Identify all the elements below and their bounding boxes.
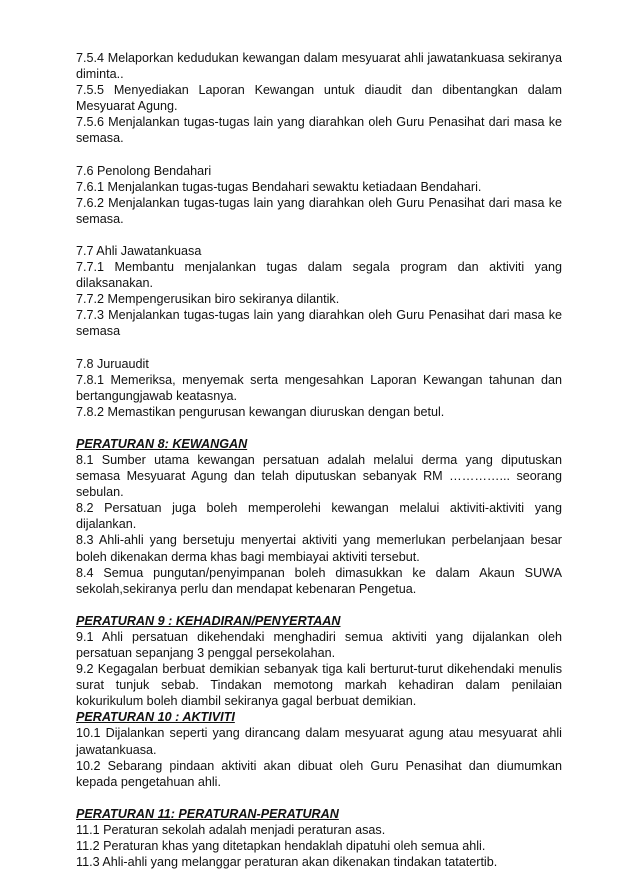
paragraph: 7.8 Juruaudit (76, 356, 149, 371)
section-heading: PERATURAN 8: KEWANGAN (76, 436, 248, 451)
paragraph: 7.6.2 Menjalankan tugas-tugas lain yang diarahkan oleh Guru Penasihat dari masa ke semasa. (76, 195, 562, 226)
paragraph: 7.7.1 Membantu menjalankan tugas dalam segala program dan aktiviti yang dilaksanakan. (76, 260, 562, 291)
paragraph: 7.6.1 Menjalankan tugas-tugas Bendahari sewaktu ketiadaan Bendahari. (76, 179, 482, 194)
paragraph-gap (76, 790, 562, 806)
paragraph: 7.7 Ahli Jawatankuasa (76, 243, 202, 258)
paragraph: 7.8.2 Memastikan pengurusan kewangan diuruskan dengan betul. (76, 404, 445, 419)
paragraph: 7.8.1 Memeriksa, menyemak serta mengesahkan Laporan Kewangan tahunan dan bertangungjawab keatasnya. (76, 372, 562, 403)
section-heading: PERATURAN 11: PERATURAN-PERATURAN (76, 806, 339, 821)
paragraph: 7.5.5 Menyediakan Laporan Kewangan untuk diaudit dan dibentangkan dalam Mesyuarat Agung. (76, 83, 562, 114)
document-page (76, 50, 562, 870)
paragraph: 10.1 Dijalankan seperti yang dirancang dalam mesyuarat agung atau mesyuarat ahli jawatankuasa. (76, 726, 562, 757)
paragraph: 11.1 Peraturan sekolah adalah menjadi peraturan asas. (76, 822, 386, 837)
section-heading: PERATURAN 9 : KEHADIRAN/PENYERTAAN (76, 613, 341, 628)
paragraph: 7.6 Penolong Bendahari (76, 163, 212, 178)
paragraph-gap (76, 147, 562, 163)
paragraph-gap (76, 597, 562, 613)
section-heading: PERATURAN 10 : AKTIVITI (76, 710, 235, 725)
paragraph: 9.2 Kegagalan berbuat demikian sebanyak tiga kali berturut-turut dikehendaki menulis surat tunjuk sebab. Tindakan memotong markah kehadiran dalam penilaian kokurikulum boleh diambil sekiranya gagal berbuat demikian. (76, 662, 562, 709)
paragraph: 8.3 Ahli-ahli yang bersetuju menyertai aktiviti yang memerlukan perbelanjaan besar boleh dikenakan derma khas bagi membiayai aktiviti tersebut. (76, 533, 562, 564)
paragraph: 7.5.4 Melaporkan kedudukan kewangan dalam mesyuarat ahli jawatankuasa sekiranya diminta.. (76, 51, 562, 82)
paragraph: 7.7.3 Menjalankan tugas-tugas lain yang diarahkan oleh Guru Penasihat dari masa ke semasa (76, 308, 562, 339)
paragraph: 7.5.6 Menjalankan tugas-tugas lain yang diarahkan oleh Guru Penasihat dari masa ke semasa. (76, 115, 562, 146)
paragraph: 7.7.2 Mempengerusikan biro sekiranya dilantik. (76, 292, 340, 307)
paragraph: 10.2 Sebarang pindaan aktiviti akan dibuat oleh Guru Penasihat dan diumumkan kepada pengetahuan ahli. (76, 758, 562, 789)
paragraph: 8.2 Persatuan juga boleh memperolehi kewangan melalui aktiviti-aktiviti yang dijalankan. (76, 501, 562, 532)
paragraph-gap (76, 227, 562, 243)
paragraph-gap (76, 340, 562, 356)
paragraph: 11.2 Peraturan khas yang ditetapkan hendaklah dipatuhi oleh semua ahli. (76, 839, 486, 854)
paragraph-gap (76, 420, 562, 436)
paragraph: 8.1 Sumber utama kewangan persatuan adalah melalui derma yang diputuskan semasa Mesyuarat Agung dan telah diputuskan sebanyak RM …………... seorang sebulan. (76, 452, 562, 500)
paragraph: 8.4 Semua pungutan/penyimpanan boleh dimasukkan ke dalam Akaun SUWA sekolah,sekiranya perlu dan mendapat kebenaran Pengetua. (76, 565, 562, 596)
paragraph: 11.3 Ahli-ahli yang melanggar peraturan akan dikenakan tindakan tatatertib. (76, 855, 498, 870)
paragraph: 9.1 Ahli persatuan dikehendaki menghadiri semua aktiviti yang dijalankan oleh persatuan sepanjang 3 penggal persekolahan. (76, 629, 562, 660)
